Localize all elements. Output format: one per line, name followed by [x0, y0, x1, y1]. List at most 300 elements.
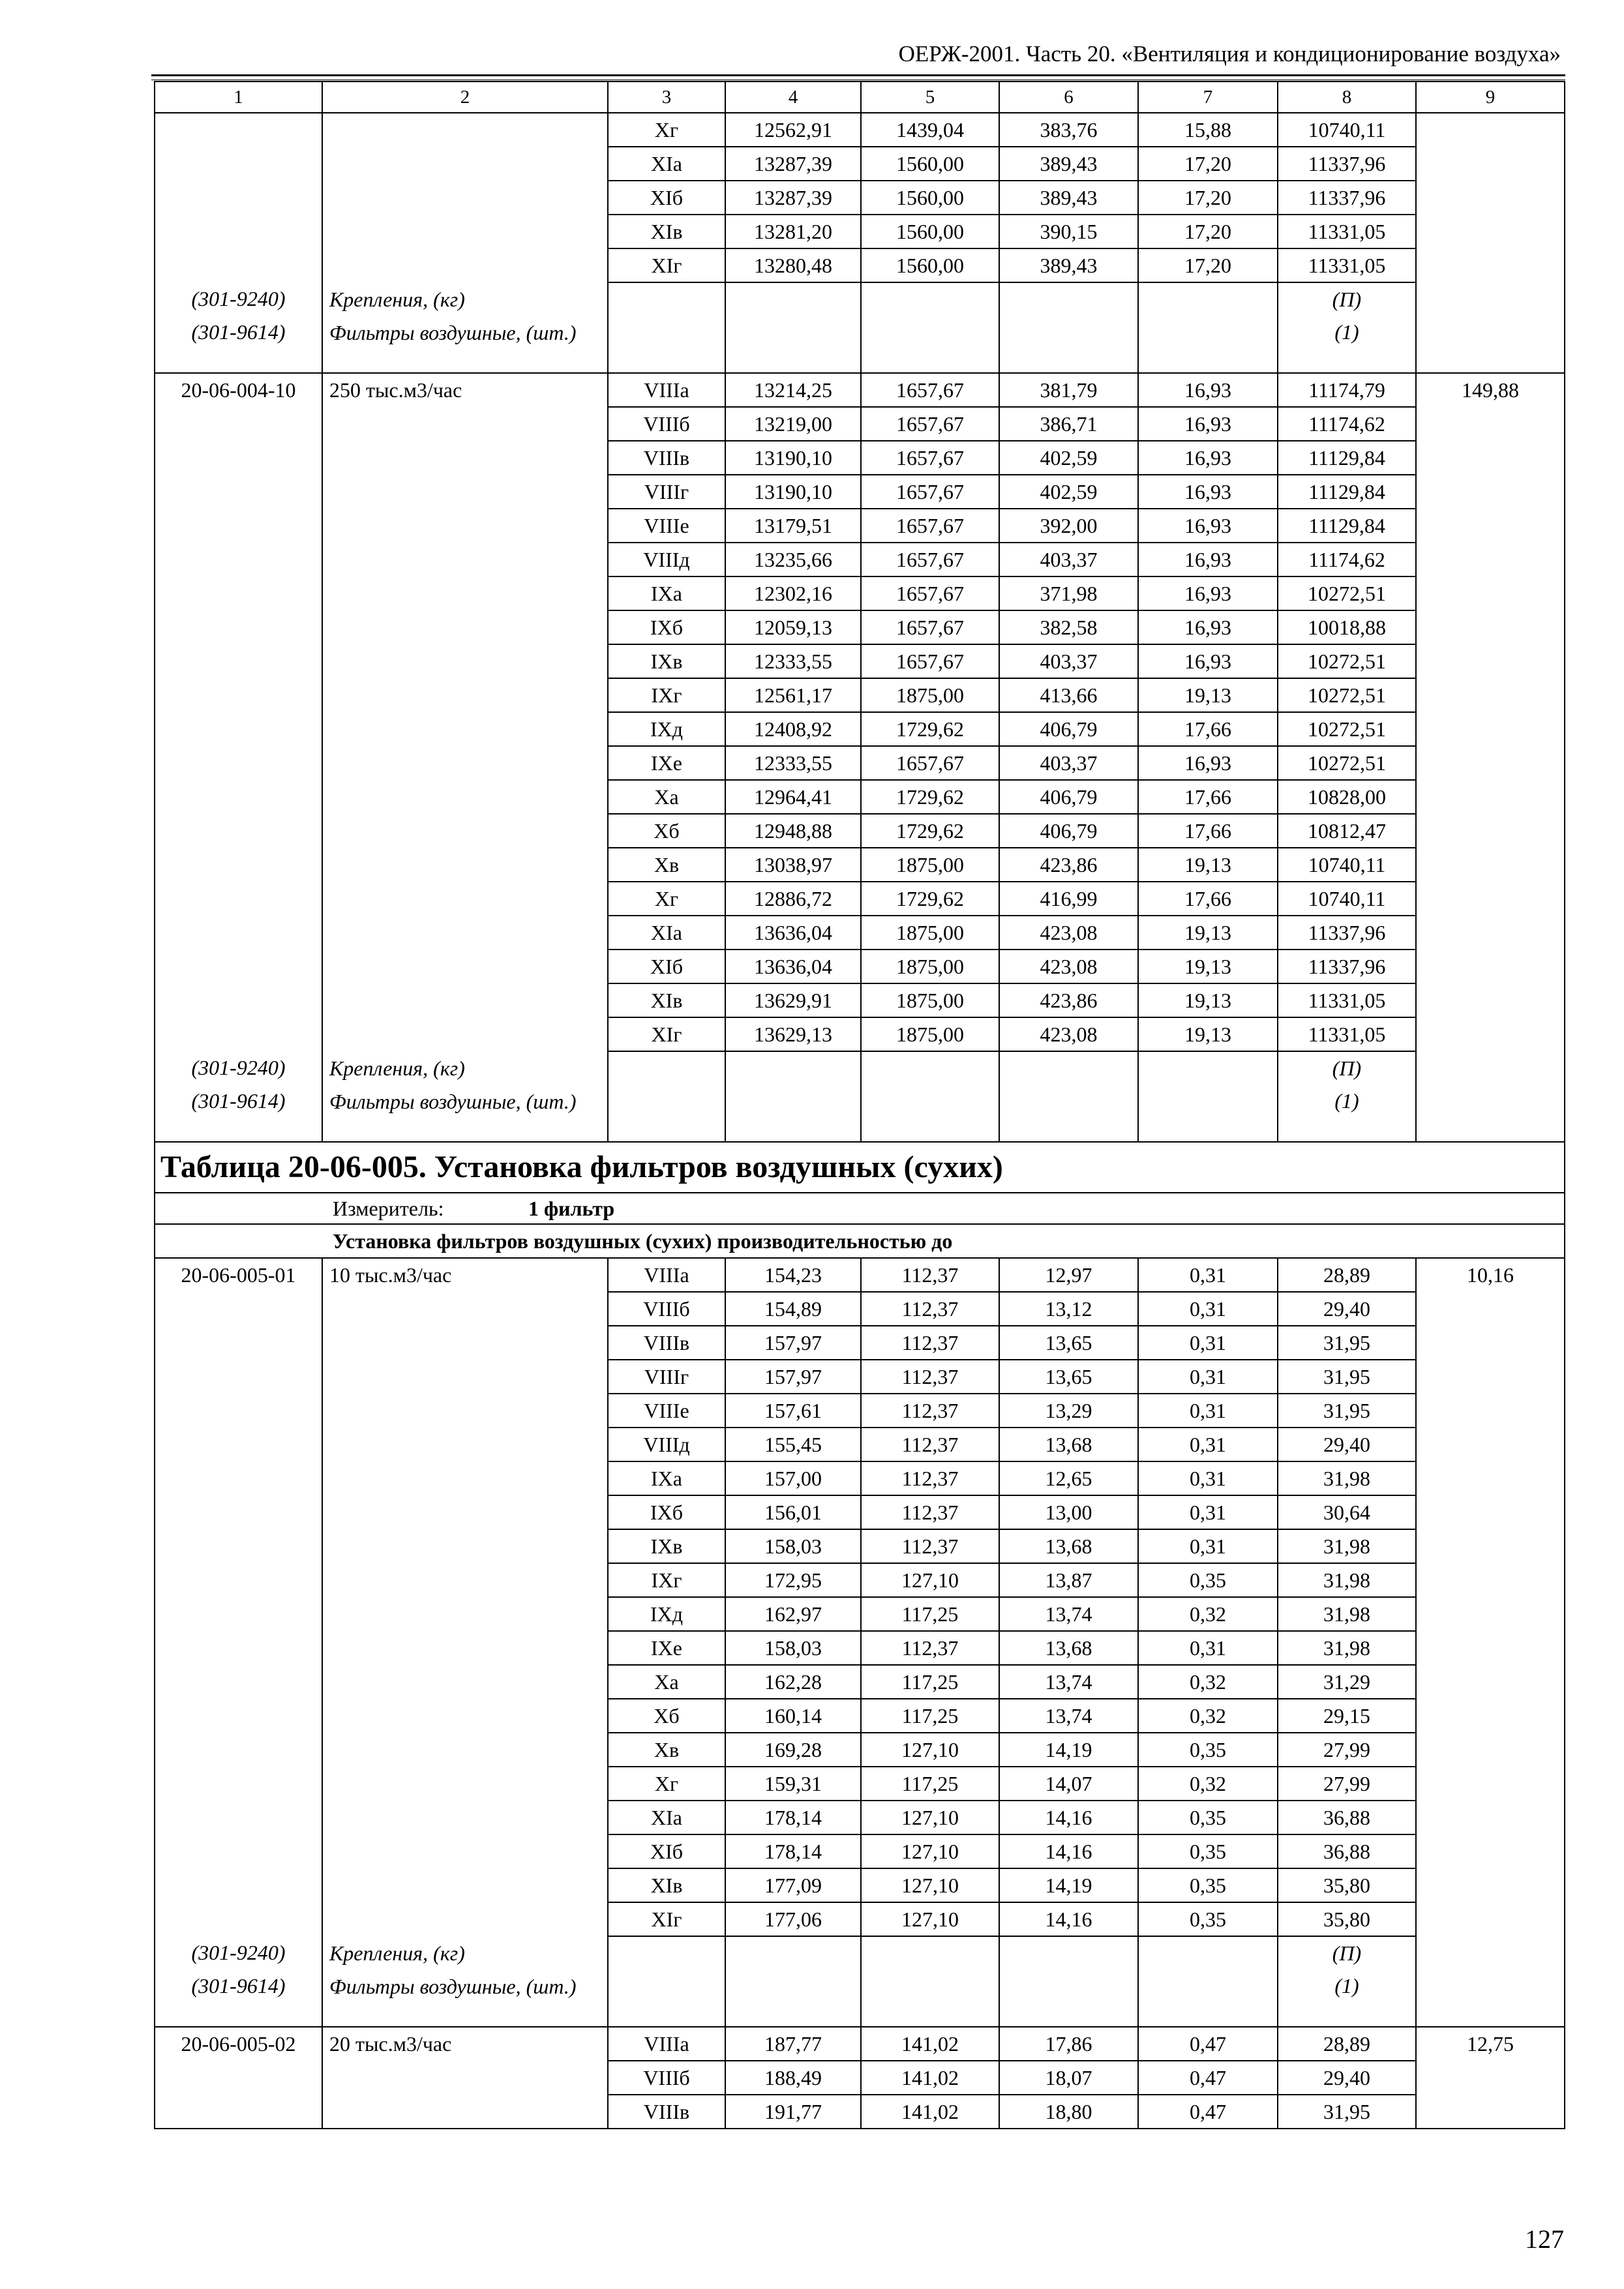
item-code-cell	[155, 610, 322, 644]
zone-code: Xб	[608, 1699, 725, 1733]
resource-code: (301-9240)	[155, 1051, 322, 1085]
rate-value: 0,32	[1138, 1597, 1278, 1631]
item-name-cell	[322, 509, 608, 543]
rate-value: 406,79	[999, 712, 1138, 746]
rate-value: 112,37	[861, 1529, 999, 1563]
rate-value: 0,31	[1138, 1292, 1278, 1326]
item-name-cell	[322, 1017, 608, 1051]
table-row	[155, 1631, 1565, 1665]
rate-value: 19,13	[1138, 916, 1278, 950]
empty-cell	[861, 1051, 999, 1085]
item-name-cell	[322, 1461, 608, 1495]
item-name-cell	[322, 2061, 608, 2095]
rate-value: 11331,05	[1278, 215, 1416, 248]
zone-code: IXв	[608, 644, 725, 678]
resource-ref-row	[155, 1969, 1565, 2027]
zone-code: XIв	[608, 983, 725, 1017]
item-name-cell	[322, 1699, 608, 1733]
item-code-cell	[155, 147, 322, 181]
rate-value: 1657,67	[861, 509, 999, 543]
rate-value: 13,29	[999, 1394, 1138, 1428]
table-row	[155, 407, 1565, 441]
rate-value: 0,31	[1138, 1326, 1278, 1360]
rate-value: 0,47	[1138, 2061, 1278, 2095]
zone-code: XIа	[608, 916, 725, 950]
zone-code: VIIIб	[608, 407, 725, 441]
rate-value: 371,98	[999, 576, 1138, 610]
table-row	[155, 1428, 1565, 1461]
table-title: Таблица 20-06-005. Установка фильтров воздушных (сухих)	[155, 1142, 1565, 1193]
table-row	[155, 1699, 1565, 1733]
rate-value: 13038,97	[725, 848, 861, 882]
item-code: 20-06-005-01	[155, 1258, 322, 1292]
rate-value: 10272,51	[1278, 576, 1416, 610]
rate-value: 157,97	[725, 1360, 861, 1394]
table-row	[155, 543, 1565, 576]
item-code-cell	[155, 1292, 322, 1326]
col9-cell	[1416, 2061, 1565, 2095]
subtitle-cell	[155, 1224, 1565, 1258]
meter-label: Измеритель:	[333, 1197, 444, 1220]
table-row	[155, 215, 1565, 248]
table-row	[155, 780, 1565, 814]
rate-value: 112,37	[861, 1631, 999, 1665]
empty-cell	[608, 1969, 725, 2027]
zone-code: Xг	[608, 1767, 725, 1801]
rate-value: 13,12	[999, 1292, 1138, 1326]
empty-cell	[999, 1085, 1138, 1142]
rate-value: 160,14	[725, 1699, 861, 1733]
col9-cell	[1416, 1868, 1565, 1902]
item-name-cell	[322, 248, 608, 282]
col9-cell	[1416, 215, 1565, 248]
rate-value: 381,79	[999, 373, 1138, 407]
rate-value: 162,97	[725, 1597, 861, 1631]
rate-value: 0,32	[1138, 1665, 1278, 1699]
rate-value: 1657,67	[861, 746, 999, 780]
rate-value: 13636,04	[725, 916, 861, 950]
rate-value: 112,37	[861, 1428, 999, 1461]
rate-value: 177,09	[725, 1868, 861, 1902]
rate-value: 158,03	[725, 1631, 861, 1665]
col9-cell	[1416, 576, 1565, 610]
item-name-cell	[322, 1597, 608, 1631]
table-row	[155, 1868, 1565, 1902]
zone-code: XIг	[608, 248, 725, 282]
zone-code: XIв	[608, 1868, 725, 1902]
rate-value: 11174,79	[1278, 373, 1416, 407]
rate-value: 10272,51	[1278, 746, 1416, 780]
rate-value: 177,06	[725, 1902, 861, 1936]
resource-ref-row	[155, 1051, 1565, 1085]
rate-value: 12,97	[999, 1258, 1138, 1292]
rate-value: 0,31	[1138, 1428, 1278, 1461]
rate-value: 14,16	[999, 1902, 1138, 1936]
rate-value: 0,47	[1138, 2027, 1278, 2061]
zone-code: VIIIв	[608, 1326, 725, 1360]
rate-value: 0,35	[1138, 1733, 1278, 1767]
rate-value: 10740,11	[1278, 882, 1416, 916]
zone-code: IXд	[608, 712, 725, 746]
table-row	[155, 1801, 1565, 1834]
item-code-cell	[155, 2095, 322, 2129]
zone-code: Xв	[608, 1733, 725, 1767]
empty-cell	[1416, 1051, 1565, 1085]
rate-value: 14,07	[999, 1767, 1138, 1801]
rate-value: 29,40	[1278, 1292, 1416, 1326]
col9-cell	[1416, 147, 1565, 181]
rate-value: 13636,04	[725, 950, 861, 983]
empty-cell	[1138, 1969, 1278, 2027]
rate-value: 17,20	[1138, 181, 1278, 215]
rate-value: 12302,16	[725, 576, 861, 610]
rate-value: 17,66	[1138, 712, 1278, 746]
resource-code: (301-9614)	[155, 1085, 322, 1142]
col9-cell	[1416, 1394, 1565, 1428]
resource-ref-row	[155, 316, 1565, 373]
col9-cell	[1416, 543, 1565, 576]
rate-value: 19,13	[1138, 678, 1278, 712]
meter-value: 1 фильтр	[528, 1197, 615, 1220]
rate-value: 14,16	[999, 1801, 1138, 1834]
item-name: 10 тыс.м3/час	[322, 1258, 608, 1292]
rate-value: 0,31	[1138, 1360, 1278, 1394]
column-number-row	[155, 82, 1565, 113]
col9-cell	[1416, 248, 1565, 282]
item-name-cell	[322, 1529, 608, 1563]
item-code-cell	[155, 983, 322, 1017]
empty-cell	[999, 316, 1138, 373]
zone-code: VIIIд	[608, 1428, 725, 1461]
rate-value: 1875,00	[861, 678, 999, 712]
rate-value: 16,93	[1138, 610, 1278, 644]
item-code-cell	[155, 113, 322, 147]
table-row	[155, 248, 1565, 282]
rate-value: 13,65	[999, 1360, 1138, 1394]
empty-cell	[1138, 316, 1278, 373]
rate-value: 0,35	[1138, 1834, 1278, 1868]
rate-value: 16,93	[1138, 543, 1278, 576]
item-code-cell	[155, 1597, 322, 1631]
col9-cell	[1416, 1665, 1565, 1699]
rate-value: 18,80	[999, 2095, 1138, 2129]
rate-value: 11337,96	[1278, 950, 1416, 983]
rate-value: 390,15	[999, 215, 1138, 248]
rate-value: 154,23	[725, 1258, 861, 1292]
col9-cell	[1416, 1495, 1565, 1529]
subtitle-row	[155, 1224, 1565, 1258]
rate-value: 11337,96	[1278, 181, 1416, 215]
rate-value: 392,00	[999, 509, 1138, 543]
column-number: 1	[155, 82, 322, 113]
table-row	[155, 1258, 1565, 1292]
rate-value: 112,37	[861, 1258, 999, 1292]
rate-value: 19,13	[1138, 983, 1278, 1017]
zone-code: IXд	[608, 1597, 725, 1631]
item-code-cell	[155, 882, 322, 916]
resource-code: (301-9614)	[155, 1969, 322, 2027]
column-number: 7	[1138, 82, 1278, 113]
rate-value: 11331,05	[1278, 248, 1416, 282]
zone-code: VIIIд	[608, 543, 725, 576]
item-name-cell	[322, 1902, 608, 1936]
item-name-cell	[322, 712, 608, 746]
item-name-cell	[322, 475, 608, 509]
empty-cell	[999, 282, 1138, 316]
zone-code: XIб	[608, 1834, 725, 1868]
col9-cell	[1416, 441, 1565, 475]
rate-value: 16,93	[1138, 475, 1278, 509]
empty-cell	[725, 1969, 861, 2027]
item-name-cell	[322, 848, 608, 882]
rate-value: 36,88	[1278, 1834, 1416, 1868]
rate-value: 112,37	[861, 1326, 999, 1360]
table-row	[155, 1597, 1565, 1631]
empty-cell	[861, 1085, 999, 1142]
rate-value: 12561,17	[725, 678, 861, 712]
item-code-cell	[155, 441, 322, 475]
rate-value: 0,31	[1138, 1394, 1278, 1428]
zone-code: Xа	[608, 780, 725, 814]
rate-value: 12408,92	[725, 712, 861, 746]
rates-table	[154, 81, 1565, 2129]
rate-value: 0,35	[1138, 1563, 1278, 1597]
rate-value: 13,68	[999, 1428, 1138, 1461]
item-name-cell	[322, 644, 608, 678]
rate-value: 1875,00	[861, 983, 999, 1017]
rate-value: 13,00	[999, 1495, 1138, 1529]
rate-value: 31,98	[1278, 1597, 1416, 1631]
rate-value: 28,89	[1278, 1258, 1416, 1292]
zone-code: Xг	[608, 882, 725, 916]
table-row	[155, 746, 1565, 780]
empty-cell	[608, 282, 725, 316]
rate-value: 16,93	[1138, 441, 1278, 475]
empty-cell	[725, 1051, 861, 1085]
rate-value: 17,66	[1138, 780, 1278, 814]
rate-value: 423,08	[999, 916, 1138, 950]
rate-value: 13,74	[999, 1665, 1138, 1699]
rate-value: 1657,67	[861, 576, 999, 610]
rate-value: 1729,62	[861, 814, 999, 848]
item-code: 20-06-004-10	[155, 373, 322, 407]
item-name-cell	[322, 780, 608, 814]
rate-value: 11174,62	[1278, 543, 1416, 576]
zone-code: VIIIб	[608, 1292, 725, 1326]
rate-value: 13190,10	[725, 475, 861, 509]
zone-code: IXе	[608, 1631, 725, 1665]
empty-cell	[1416, 1969, 1565, 2027]
rate-value: 158,03	[725, 1529, 861, 1563]
rate-value: 17,66	[1138, 814, 1278, 848]
rate-value: 13,74	[999, 1597, 1138, 1631]
item-code-cell	[155, 1495, 322, 1529]
rate-value: 13,87	[999, 1563, 1138, 1597]
zone-code: VIIIе	[608, 1394, 725, 1428]
column-number: 4	[725, 82, 861, 113]
rate-value: 178,14	[725, 1801, 861, 1834]
zone-code: IXе	[608, 746, 725, 780]
rate-value: 1560,00	[861, 181, 999, 215]
rate-value: 141,02	[861, 2061, 999, 2095]
zone-code: XIв	[608, 215, 725, 248]
table-row	[155, 1017, 1565, 1051]
rate-value: 13629,13	[725, 1017, 861, 1051]
empty-cell	[999, 1969, 1138, 2027]
item-name-cell	[322, 814, 608, 848]
item-code-cell	[155, 644, 322, 678]
rate-value: 112,37	[861, 1495, 999, 1529]
col9-cell	[1416, 1699, 1565, 1733]
rate-value: 13235,66	[725, 543, 861, 576]
table-row	[155, 1292, 1565, 1326]
rate-value: 127,10	[861, 1834, 999, 1868]
col9-cell	[1416, 1767, 1565, 1801]
col9-cell	[1416, 475, 1565, 509]
resource-name: Крепления, (кг)	[322, 282, 608, 316]
col9-cell	[1416, 1631, 1565, 1665]
table-row	[155, 644, 1565, 678]
table-row	[155, 848, 1565, 882]
rate-value: 1729,62	[861, 712, 999, 746]
rate-value: 10740,11	[1278, 848, 1416, 882]
item-name-cell	[322, 1801, 608, 1834]
rate-value: 155,45	[725, 1428, 861, 1461]
rate-value: 29,40	[1278, 2061, 1416, 2095]
rate-value: 141,02	[861, 2027, 999, 2061]
zone-code: IXа	[608, 1461, 725, 1495]
rate-value: 157,97	[725, 1326, 861, 1360]
empty-cell	[1416, 316, 1565, 373]
rate-value: 36,88	[1278, 1801, 1416, 1834]
rate-value: 413,66	[999, 678, 1138, 712]
column-number: 6	[999, 82, 1138, 113]
zone-code: IXб	[608, 1495, 725, 1529]
column-number: 9	[1416, 82, 1565, 113]
item-code-cell	[155, 1394, 322, 1428]
rate-value: 31,29	[1278, 1665, 1416, 1699]
rate-value: 386,71	[999, 407, 1138, 441]
col9-cell	[1416, 1428, 1565, 1461]
running-header: ОЕРЖ-2001. Часть 20. «Вентиляция и кондиционирование воздуха»	[898, 41, 1561, 67]
rate-value: 12333,55	[725, 746, 861, 780]
rate-value: 0,31	[1138, 1631, 1278, 1665]
table-row	[155, 1360, 1565, 1394]
item-code-cell	[155, 1699, 322, 1733]
rate-value: 13214,25	[725, 373, 861, 407]
table-row	[155, 1563, 1565, 1597]
empty-cell	[608, 316, 725, 373]
item-code-cell	[155, 1360, 322, 1394]
rate-value: 416,99	[999, 882, 1138, 916]
rate-value: 31,95	[1278, 2095, 1416, 2129]
item-name-cell	[322, 1394, 608, 1428]
item-code: 20-06-005-02	[155, 2027, 322, 2061]
table-row	[155, 950, 1565, 983]
rate-value: 0,35	[1138, 1902, 1278, 1936]
rate-value: 117,25	[861, 1665, 999, 1699]
zone-code: VIIIа	[608, 373, 725, 407]
resource-ref-row	[155, 1936, 1565, 1969]
table-row	[155, 610, 1565, 644]
rate-value: 13287,39	[725, 147, 861, 181]
rate-value: 423,08	[999, 1017, 1138, 1051]
table-row	[155, 181, 1565, 215]
rate-value: 31,95	[1278, 1326, 1416, 1360]
rate-value: 403,37	[999, 543, 1138, 576]
item-code-cell	[155, 916, 322, 950]
col9-cell	[1416, 1597, 1565, 1631]
item-code-cell	[155, 1665, 322, 1699]
rate-value: 0,31	[1138, 1258, 1278, 1292]
resource-name: Крепления, (кг)	[322, 1051, 608, 1085]
rate-value: 13,65	[999, 1326, 1138, 1360]
rate-value: 12562,91	[725, 113, 861, 147]
item-code-cell	[155, 1631, 322, 1665]
col9-cell	[1416, 1529, 1565, 1563]
rate-value: 403,37	[999, 644, 1138, 678]
rate-value: 156,01	[725, 1495, 861, 1529]
table-row	[155, 441, 1565, 475]
rate-value: 14,19	[999, 1733, 1138, 1767]
table-row	[155, 1326, 1565, 1360]
rate-value: 31,98	[1278, 1563, 1416, 1597]
rate-value: 13,68	[999, 1529, 1138, 1563]
zone-code: XIг	[608, 1017, 725, 1051]
col9-cell	[1416, 610, 1565, 644]
rate-value: 29,40	[1278, 1428, 1416, 1461]
rate-value: 16,93	[1138, 509, 1278, 543]
table-row	[155, 1834, 1565, 1868]
item-name-cell	[322, 1495, 608, 1529]
item-code-cell	[155, 215, 322, 248]
resource-qty: (П)	[1278, 1936, 1416, 1969]
rate-value: 1657,67	[861, 407, 999, 441]
rate-value: 402,59	[999, 441, 1138, 475]
item-code-cell	[155, 1017, 322, 1051]
empty-cell	[1416, 1085, 1565, 1142]
item-name-cell	[322, 1733, 608, 1767]
empty-cell	[861, 316, 999, 373]
column-number: 8	[1278, 82, 1416, 113]
zone-code: IXб	[608, 610, 725, 644]
meter-cell	[155, 1193, 1565, 1224]
rate-value: 31,98	[1278, 1631, 1416, 1665]
rate-value: 17,20	[1138, 248, 1278, 282]
rate-value: 127,10	[861, 1733, 999, 1767]
rate-value: 11331,05	[1278, 1017, 1416, 1051]
rate-value: 10272,51	[1278, 678, 1416, 712]
item-name-cell	[322, 1767, 608, 1801]
rate-value: 13629,91	[725, 983, 861, 1017]
item-code-cell	[155, 950, 322, 983]
rate-value: 11129,84	[1278, 475, 1416, 509]
table-row	[155, 916, 1565, 950]
col9-cell	[1416, 746, 1565, 780]
rate-value: 389,43	[999, 248, 1138, 282]
rate-value: 423,86	[999, 983, 1138, 1017]
rate-value: 172,95	[725, 1563, 861, 1597]
rate-value: 1729,62	[861, 780, 999, 814]
item-name-cell	[322, 407, 608, 441]
item-code-cell	[155, 509, 322, 543]
rate-value: 16,93	[1138, 644, 1278, 678]
item-name-cell	[322, 1563, 608, 1597]
col9-cell	[1416, 950, 1565, 983]
table-row	[155, 1902, 1565, 1936]
rate-value: 162,28	[725, 1665, 861, 1699]
rate-value: 11337,96	[1278, 147, 1416, 181]
